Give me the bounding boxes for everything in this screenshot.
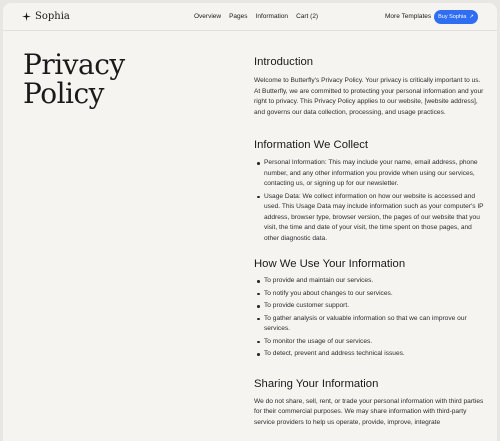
bullet-list xyxy=(254,276,484,360)
section-heading: Introduction xyxy=(254,56,314,68)
list-item: To notify you about changes to our services. xyxy=(264,289,484,300)
list-item: Usage Data: We collect information on how our website is accessed and used. This Usage Data may include information such as your computer's IP address, browser type, browser version, the pages of our website that you visit, the time and date of your visit, the time spent on those pages, and other diagnostic data. xyxy=(264,192,484,245)
section-introduction xyxy=(254,55,484,118)
section-body: We do not share, sell, rent, or trade your personal information with third parties for their commercial purposes. We may share information with third-party service providers to help us operate, provide, improve, integrate xyxy=(254,397,484,426)
nav-link-overview[interactable]: Overview xyxy=(194,13,222,20)
brand-logo[interactable] xyxy=(22,11,70,22)
list-item: To provide and maintain our services. xyxy=(264,276,484,287)
nav-links xyxy=(194,13,318,20)
buy-button-label: Buy Sophia xyxy=(438,14,467,20)
section-body: Welcome to Butterfly's Privacy Policy. Your privacy is critically important to us. At Butterfly, we are committed to protecting your personal information and your right to privacy. This Privacy Policy applies to our website, [website address], and governs our data collection, processing, and usage practices. xyxy=(254,77,484,116)
buy-button[interactable] xyxy=(434,10,478,24)
section-information-we-collect xyxy=(254,138,484,244)
page-frame xyxy=(3,3,497,441)
brand-name: Sophia xyxy=(35,11,70,22)
list-item: Personal Information: This may include your name, email address, phone number, and any other information you provide when using our services, contacting us, or signing up for our newsletter. xyxy=(264,158,484,190)
list-item: To gather analysis or valuable information so that we can improve our services. xyxy=(264,314,484,335)
section-heading: Sharing Your Information xyxy=(254,377,379,390)
nav-link-pages[interactable]: Pages xyxy=(229,13,248,20)
page-title-line-1: Privacy xyxy=(23,48,125,81)
page-title-line-2: Policy xyxy=(23,77,104,110)
page-title xyxy=(23,50,143,108)
top-navigation xyxy=(3,3,497,31)
list-item: To detect, prevent and address technical issues. xyxy=(264,349,484,360)
nav-link-information[interactable]: Information xyxy=(255,13,289,20)
section-sharing-your-information xyxy=(254,377,484,429)
more-templates-link[interactable]: More Templates xyxy=(385,13,432,20)
policy-content xyxy=(254,55,484,428)
nav-link-cart[interactable]: Cart (2) xyxy=(296,13,319,20)
list-item: To monitor the usage of our services. xyxy=(264,337,484,348)
arrow-up-right-icon: ↗ xyxy=(469,14,474,20)
sparkle-icon xyxy=(22,12,31,21)
section-heading: Information We Collect xyxy=(254,139,369,151)
section-how-we-use xyxy=(254,257,484,360)
bullet-list xyxy=(254,158,484,244)
section-heading: How We Use Your Information xyxy=(254,258,406,270)
list-item: To provide customer support. xyxy=(264,301,484,312)
